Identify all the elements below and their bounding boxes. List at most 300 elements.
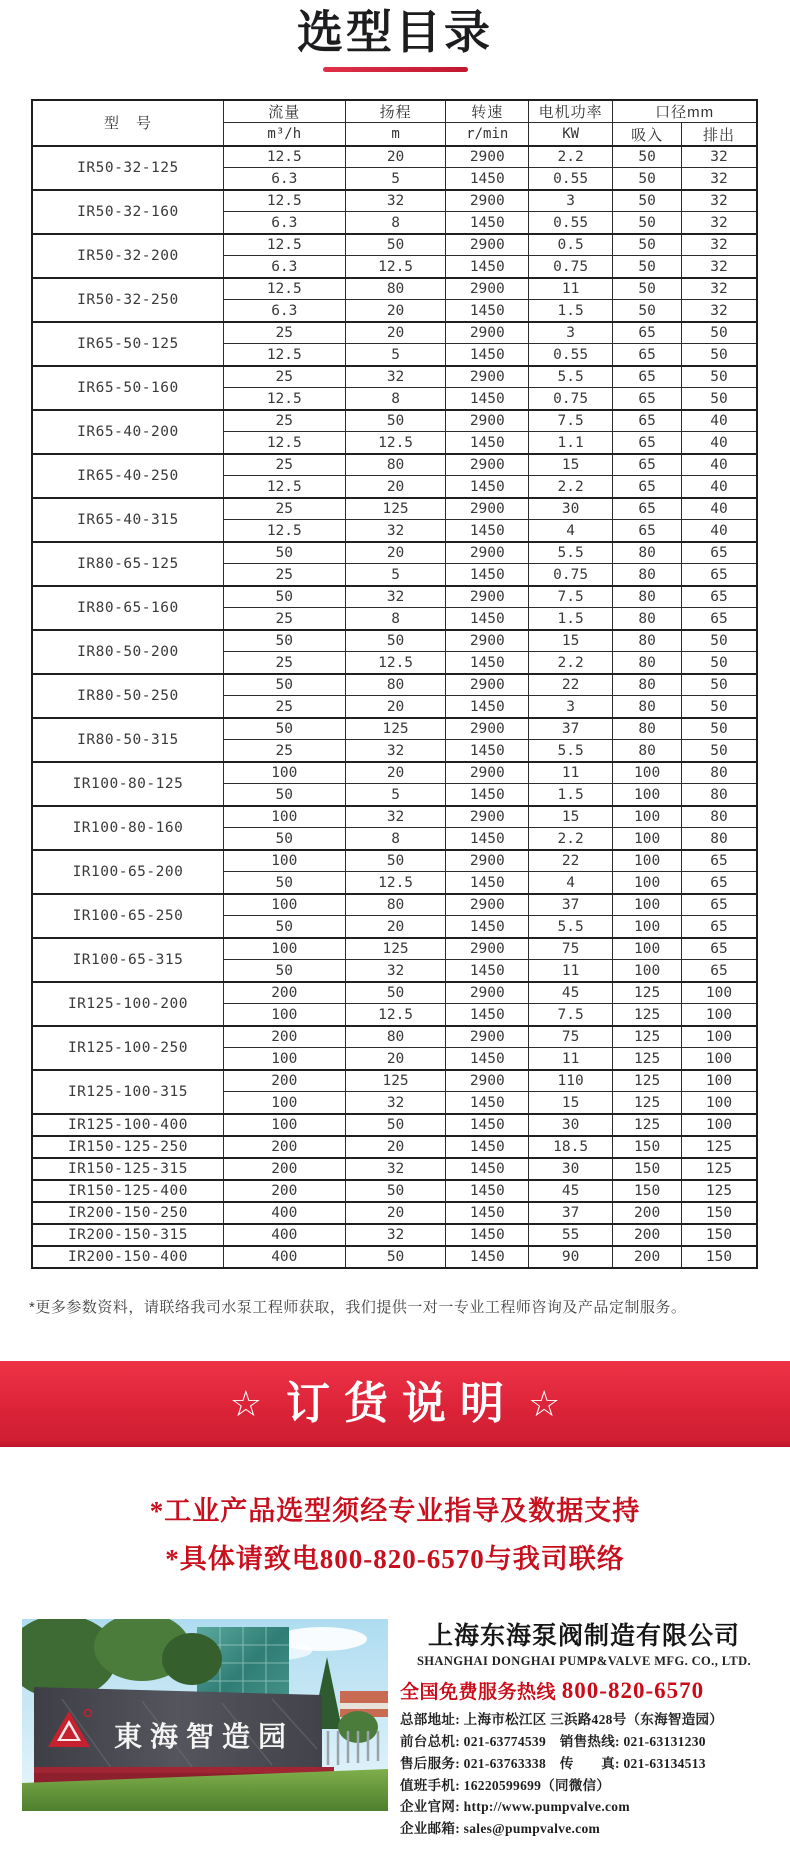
value-cell: 4 [529, 872, 613, 894]
value-cell: 50 [682, 674, 757, 696]
contact-line: 企业官网: http://www.pumpvalve.com [400, 1799, 630, 1815]
value-cell: 100 [613, 806, 682, 828]
value-cell: 1450 [446, 1114, 529, 1136]
value-cell: 2900 [446, 454, 529, 476]
table-footnote: *更多参数资料，请联络我司水泵工程师获取，我们提供一对一专业工程师咨询及产品定制服务。 [29, 1298, 687, 1316]
unit-speed: r/min [446, 123, 529, 146]
value-cell: 80 [613, 652, 682, 674]
value-cell: 12.5 [223, 190, 345, 212]
value-cell: 30 [529, 1158, 613, 1180]
spec-table-body [32, 146, 757, 1268]
column-header-suction: 吸入 [613, 123, 682, 146]
sign-text: 東海智造园 [114, 1720, 295, 1752]
value-cell: 32 [345, 190, 446, 212]
value-cell: 50 [682, 322, 757, 344]
value-cell: 2900 [446, 278, 529, 300]
value-cell: 2.2 [529, 652, 613, 674]
value-cell: 2900 [446, 1026, 529, 1048]
model-cell: IR125-100-250 [32, 1026, 223, 1070]
value-cell: 65 [682, 586, 757, 608]
value-cell: 200 [613, 1202, 682, 1224]
value-cell: 25 [223, 652, 345, 674]
table-row [32, 542, 757, 564]
value-cell: 1450 [446, 564, 529, 586]
table-row [32, 1158, 757, 1180]
value-cell: 100 [682, 1026, 757, 1048]
value-cell: 20 [345, 300, 446, 322]
value-cell: 32 [345, 1158, 446, 1180]
value-cell: 2900 [446, 894, 529, 916]
value-cell: 1450 [446, 1004, 529, 1026]
value-cell: 3 [529, 696, 613, 718]
value-cell: 25 [223, 564, 345, 586]
order-notice-banner [0, 1361, 790, 1447]
value-cell: 8 [345, 828, 446, 850]
table-row [32, 498, 757, 520]
company-name-en: SHANGHAI DONGHAI PUMP&VALVE MFG. CO., LTD. [416, 1653, 752, 1668]
value-cell: 12.5 [345, 1004, 446, 1026]
value-cell: 32 [345, 1224, 446, 1246]
value-cell: 100 [682, 982, 757, 1004]
value-cell: 125 [682, 1158, 757, 1180]
value-cell: 2900 [446, 630, 529, 652]
table-row [32, 1026, 757, 1048]
value-cell: 32 [682, 300, 757, 322]
service-hotline [400, 1677, 768, 1704]
table-row [32, 806, 757, 828]
value-cell: 200 [223, 982, 345, 1004]
value-cell: 1450 [446, 1246, 529, 1268]
model-cell: IR100-65-315 [32, 938, 223, 982]
value-cell: 150 [682, 1202, 757, 1224]
value-cell: 3 [529, 190, 613, 212]
value-cell: 80 [613, 542, 682, 564]
unit-head: m [345, 123, 446, 146]
value-cell: 200 [223, 1026, 345, 1048]
value-cell: 12.5 [223, 520, 345, 542]
value-cell: 50 [345, 1180, 446, 1202]
value-cell: 80 [345, 278, 446, 300]
value-cell: 2900 [446, 410, 529, 432]
value-cell: 50 [223, 960, 345, 982]
value-cell: 50 [613, 234, 682, 256]
value-cell: 20 [345, 762, 446, 784]
model-cell: IR50-32-160 [32, 190, 223, 234]
value-cell: 22 [529, 850, 613, 872]
value-cell: 125 [613, 1114, 682, 1136]
value-cell: 1.5 [529, 300, 613, 322]
value-cell: 65 [682, 542, 757, 564]
value-cell: 32 [345, 740, 446, 762]
model-cell: IR80-50-315 [32, 718, 223, 762]
value-cell: 65 [613, 520, 682, 542]
value-cell: 2900 [446, 542, 529, 564]
value-cell: 5.5 [529, 916, 613, 938]
value-cell: 125 [613, 1092, 682, 1114]
value-cell: 0.75 [529, 564, 613, 586]
model-cell: IR100-65-200 [32, 850, 223, 894]
value-cell: 150 [682, 1224, 757, 1246]
table-row [32, 1070, 757, 1092]
value-cell: 22 [529, 674, 613, 696]
value-cell: 45 [529, 982, 613, 1004]
value-cell: 2900 [446, 806, 529, 828]
value-cell: 1450 [446, 168, 529, 190]
value-cell: 6.3 [223, 168, 345, 190]
value-cell: 80 [682, 784, 757, 806]
value-cell: 25 [223, 498, 345, 520]
value-cell: 65 [682, 872, 757, 894]
value-cell: 32 [682, 168, 757, 190]
value-cell: 45 [529, 1180, 613, 1202]
column-header-power: 电机功率 [529, 100, 613, 123]
value-cell: 80 [682, 806, 757, 828]
table-row [32, 718, 757, 740]
value-cell: 80 [613, 586, 682, 608]
value-cell: 12.5 [223, 476, 345, 498]
value-cell: 32 [682, 256, 757, 278]
star-icon: ☆ [528, 1382, 561, 1424]
value-cell: 100 [613, 784, 682, 806]
column-header-model: 型 号 [32, 100, 223, 146]
value-cell: 50 [613, 190, 682, 212]
hotline-number: 800-820-6570 [561, 1677, 705, 1703]
table-row [32, 190, 757, 212]
table-row [32, 146, 757, 168]
value-cell: 1.5 [529, 784, 613, 806]
value-cell: 100 [223, 1004, 345, 1026]
value-cell: 50 [682, 630, 757, 652]
hotline-label: 全国免费服务热线 [400, 1681, 557, 1703]
value-cell: 50 [345, 850, 446, 872]
contact-line: 企业邮箱: sales@pumpvalve.com [400, 1821, 601, 1837]
value-cell: 1450 [446, 300, 529, 322]
value-cell: 11 [529, 278, 613, 300]
value-cell: 2900 [446, 586, 529, 608]
column-header-discharge: 排出 [682, 123, 757, 146]
value-cell: 1450 [446, 1048, 529, 1070]
value-cell: 25 [223, 322, 345, 344]
value-cell: 50 [345, 1246, 446, 1268]
value-cell: 5.5 [529, 542, 613, 564]
value-cell: 0.5 [529, 234, 613, 256]
value-cell: 100 [613, 960, 682, 982]
value-cell: 7.5 [529, 586, 613, 608]
value-cell: 80 [613, 608, 682, 630]
value-cell: 50 [682, 740, 757, 762]
value-cell: 1450 [446, 432, 529, 454]
model-cell: IR150-125-400 [32, 1180, 223, 1202]
value-cell: 100 [223, 806, 345, 828]
value-cell: 65 [613, 476, 682, 498]
value-cell: 125 [613, 982, 682, 1004]
value-cell: 40 [682, 476, 757, 498]
contact-line: 值班手机: 16220599699（同微信） [400, 1777, 611, 1793]
value-cell: 1450 [446, 1202, 529, 1224]
value-cell: 125 [682, 1136, 757, 1158]
value-cell: 50 [223, 586, 345, 608]
banner-title: 订货说明 [286, 1378, 518, 1428]
title-underline [323, 67, 468, 72]
value-cell: 200 [223, 1136, 345, 1158]
value-cell: 1450 [446, 476, 529, 498]
value-cell: 2.2 [529, 476, 613, 498]
value-cell: 20 [345, 322, 446, 344]
value-cell: 40 [682, 498, 757, 520]
value-cell: 150 [682, 1246, 757, 1268]
value-cell: 80 [345, 1026, 446, 1048]
value-cell: 65 [682, 938, 757, 960]
value-cell: 100 [613, 762, 682, 784]
notice-block [0, 1487, 790, 1583]
value-cell: 50 [223, 828, 345, 850]
value-cell: 25 [223, 366, 345, 388]
value-cell: 65 [682, 608, 757, 630]
value-cell: 65 [613, 454, 682, 476]
value-cell: 32 [345, 520, 446, 542]
value-cell: 20 [345, 916, 446, 938]
value-cell: 65 [682, 916, 757, 938]
table-row [32, 762, 757, 784]
table-row [32, 630, 757, 652]
value-cell: 100 [223, 762, 345, 784]
value-cell: 50 [223, 718, 345, 740]
value-cell: 100 [223, 850, 345, 872]
model-cell: IR200-150-315 [32, 1224, 223, 1246]
value-cell: 12.5 [345, 256, 446, 278]
value-cell: 80 [682, 762, 757, 784]
value-cell: 1450 [446, 1158, 529, 1180]
value-cell: 1450 [446, 1224, 529, 1246]
value-cell: 125 [345, 1070, 446, 1092]
value-cell: 11 [529, 762, 613, 784]
value-cell: 50 [223, 916, 345, 938]
value-cell: 65 [682, 850, 757, 872]
value-cell: 6.3 [223, 300, 345, 322]
value-cell: 40 [682, 410, 757, 432]
value-cell: 0.55 [529, 168, 613, 190]
model-cell: IR200-150-400 [32, 1246, 223, 1268]
value-cell: 5 [345, 564, 446, 586]
value-cell: 2900 [446, 498, 529, 520]
table-row [32, 366, 757, 388]
value-cell: 65 [682, 960, 757, 982]
value-cell: 20 [345, 146, 446, 168]
value-cell: 80 [613, 630, 682, 652]
value-cell: 1450 [446, 828, 529, 850]
value-cell: 20 [345, 476, 446, 498]
company-name: 上海东海泵阀制造有限公司 [427, 1621, 740, 1650]
model-cell: IR80-65-125 [32, 542, 223, 586]
value-cell: 50 [345, 982, 446, 1004]
value-cell: 400 [223, 1246, 345, 1268]
value-cell: 7.5 [529, 1004, 613, 1026]
value-cell: 12.5 [223, 146, 345, 168]
value-cell: 80 [613, 740, 682, 762]
value-cell: 50 [345, 1114, 446, 1136]
table-row [32, 1136, 757, 1158]
table-row [32, 938, 757, 960]
value-cell: 37 [529, 1202, 613, 1224]
value-cell: 200 [223, 1070, 345, 1092]
value-cell: 80 [613, 696, 682, 718]
model-cell: IR50-32-200 [32, 234, 223, 278]
value-cell: 8 [345, 608, 446, 630]
value-cell: 50 [223, 630, 345, 652]
value-cell: 25 [223, 608, 345, 630]
value-cell: 1450 [446, 608, 529, 630]
value-cell: 100 [223, 894, 345, 916]
value-cell: 1450 [446, 872, 529, 894]
value-cell: 7.5 [529, 410, 613, 432]
value-cell: 2900 [446, 982, 529, 1004]
notice-line: *工业产品选型须经专业指导及数据支持 [149, 1495, 641, 1526]
value-cell: 125 [345, 498, 446, 520]
contact-line: 前台总机: 021-63774539 销售热线: 021-63131230 [400, 1733, 706, 1749]
value-cell: 50 [682, 652, 757, 674]
value-cell: 32 [345, 586, 446, 608]
value-cell: 2900 [446, 190, 529, 212]
value-cell: 65 [613, 388, 682, 410]
value-cell: 8 [345, 388, 446, 410]
value-cell: 50 [345, 410, 446, 432]
table-row [32, 982, 757, 1004]
value-cell: 12.5 [223, 432, 345, 454]
value-cell: 1450 [446, 784, 529, 806]
value-cell: 2900 [446, 234, 529, 256]
value-cell: 100 [682, 1070, 757, 1092]
value-cell: 37 [529, 894, 613, 916]
value-cell: 100 [223, 938, 345, 960]
value-cell: 80 [345, 454, 446, 476]
value-cell: 50 [223, 542, 345, 564]
value-cell: 65 [613, 410, 682, 432]
value-cell: 20 [345, 542, 446, 564]
value-cell: 100 [682, 1048, 757, 1070]
value-cell: 8 [345, 212, 446, 234]
value-cell: 5.5 [529, 740, 613, 762]
value-cell: 65 [613, 344, 682, 366]
value-cell: 32 [345, 806, 446, 828]
value-cell: 32 [682, 212, 757, 234]
value-cell: 80 [613, 718, 682, 740]
value-cell: 32 [345, 366, 446, 388]
model-cell: IR80-50-200 [32, 630, 223, 674]
table-row [32, 278, 757, 300]
column-header-diameter: 口径mm [613, 100, 757, 123]
value-cell: 80 [613, 674, 682, 696]
value-cell: 20 [345, 696, 446, 718]
value-cell: 15 [529, 630, 613, 652]
value-cell: 80 [682, 828, 757, 850]
model-cell: IR65-40-200 [32, 410, 223, 454]
value-cell: 400 [223, 1202, 345, 1224]
value-cell: 65 [613, 322, 682, 344]
value-cell: 30 [529, 498, 613, 520]
value-cell: 125 [345, 718, 446, 740]
value-cell: 125 [613, 1004, 682, 1026]
value-cell: 11 [529, 960, 613, 982]
value-cell: 90 [529, 1246, 613, 1268]
value-cell: 50 [613, 168, 682, 190]
contact-line: 售后服务: 021-63763338 传 真: 021-63134513 [400, 1755, 706, 1771]
value-cell: 80 [613, 564, 682, 586]
column-header-speed: 转速 [446, 100, 529, 123]
model-cell: IR100-80-160 [32, 806, 223, 850]
value-cell: 125 [613, 1048, 682, 1070]
value-cell: 150 [613, 1180, 682, 1202]
value-cell: 1450 [446, 1092, 529, 1114]
value-cell: 50 [613, 212, 682, 234]
value-cell: 100 [613, 938, 682, 960]
value-cell: 75 [529, 1026, 613, 1048]
model-cell: IR80-65-160 [32, 586, 223, 630]
value-cell: 80 [345, 674, 446, 696]
value-cell: 65 [613, 366, 682, 388]
contact-line: 总部地址: 上海市松江区 三浜路428号（东海智造园） [400, 1711, 724, 1727]
value-cell: 0.55 [529, 212, 613, 234]
value-cell: 15 [529, 806, 613, 828]
model-cell: IR125-100-400 [32, 1114, 223, 1136]
value-cell: 25 [223, 410, 345, 432]
table-row [32, 1224, 757, 1246]
value-cell: 75 [529, 938, 613, 960]
value-cell: 32 [345, 1092, 446, 1114]
value-cell: 50 [682, 718, 757, 740]
value-cell: 65 [682, 564, 757, 586]
table-row [32, 410, 757, 432]
value-cell: 1450 [446, 388, 529, 410]
table-row [32, 894, 757, 916]
value-cell: 200 [223, 1180, 345, 1202]
table-row [32, 322, 757, 344]
value-cell: 65 [613, 498, 682, 520]
value-cell: 1450 [446, 696, 529, 718]
value-cell: 37 [529, 718, 613, 740]
value-cell: 2900 [446, 146, 529, 168]
selection-spec-table [31, 99, 758, 1269]
value-cell: 32 [682, 190, 757, 212]
value-cell: 30 [529, 1114, 613, 1136]
model-cell: IR65-50-125 [32, 322, 223, 366]
value-cell: 25 [223, 696, 345, 718]
value-cell: 100 [223, 1048, 345, 1070]
value-cell: 100 [613, 850, 682, 872]
value-cell: 4 [529, 520, 613, 542]
value-cell: 6.3 [223, 256, 345, 278]
value-cell: 50 [223, 872, 345, 894]
value-cell: 12.5 [345, 872, 446, 894]
value-cell: 1450 [446, 1180, 529, 1202]
value-cell: 110 [529, 1070, 613, 1092]
value-cell: 32 [682, 234, 757, 256]
value-cell: 125 [345, 938, 446, 960]
value-cell: 1450 [446, 344, 529, 366]
value-cell: 50 [223, 674, 345, 696]
value-cell: 65 [613, 432, 682, 454]
value-cell: 1450 [446, 1136, 529, 1158]
value-cell: 100 [682, 1114, 757, 1136]
value-cell: 100 [613, 916, 682, 938]
value-cell: 2900 [446, 1070, 529, 1092]
value-cell: 25 [223, 740, 345, 762]
value-cell: 1450 [446, 520, 529, 542]
table-row [32, 1180, 757, 1202]
value-cell: 55 [529, 1224, 613, 1246]
value-cell: 40 [682, 454, 757, 476]
value-cell: 125 [613, 1026, 682, 1048]
value-cell: 50 [682, 388, 757, 410]
